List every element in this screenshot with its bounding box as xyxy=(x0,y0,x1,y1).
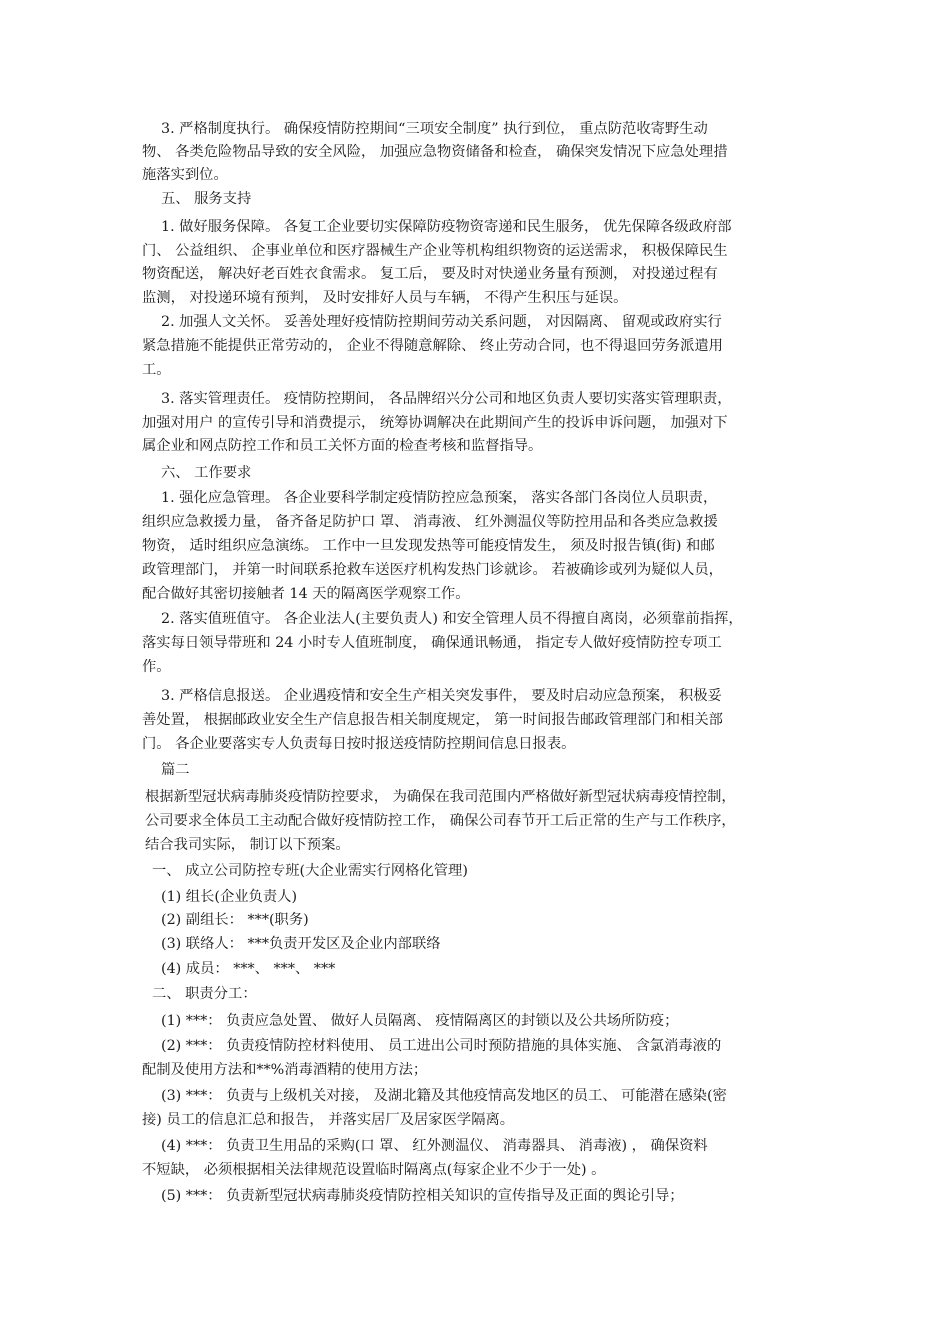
para-management-responsibility-line: 加强对用户 的宣传引导和消费提示， 统筹协调解决在此期间产生的投诉申诉问题， 加强对下 xyxy=(142,415,728,431)
para-humanistic-care-line: 工。 xyxy=(142,362,171,378)
para-humanistic-care-line: 2. 加强人文关怀。 妥善处理好疫情防控期间劳动关系问题， 对因隔离、 留观或政府实行 xyxy=(161,314,722,330)
para-strict-system-line: 物、 各类危险物品导致的安全风险， 加强应急物资储备和检查， 确保突发情况下应急处理措 xyxy=(142,144,728,160)
responsibility-item-line: (4) ***： 负责卫生用品的采购(口 罩、 红外测温仪、 消毒器具、 消毒液) ， 确保资料 xyxy=(161,1138,708,1154)
task-force-member-item: (4) 成员： ***、 ***、 *** xyxy=(161,961,336,977)
para-duty-shift-line: 落实每日领导带班和 24 小时专人值班制度， 确保通讯畅通， 指定专人做好疫情防控专项工 xyxy=(142,635,722,651)
responsibility-item-line: (5) ***： 负责新型冠状病毒肺炎疫情防控相关知识的宣传指导及正面的舆论引导； xyxy=(161,1188,684,1204)
task-force-member-item: (2) 副组长： ***(职务) xyxy=(161,912,309,928)
para-management-responsibility-line: 属企业和网点防控工作和员工关怀方面的检查考核和监督指导。 xyxy=(142,438,543,454)
intro-paragraph-line: 根据新型冠状病毒肺炎疫情防控要求， 为确保在我司范围内严格做好新型冠状病毒疫情控制， xyxy=(145,789,736,805)
para-service-guarantee-line: 1. 做好服务保障。 各复工企业要切实保障防疫物资寄递和民生服务， 优先保障各级政府部 xyxy=(161,219,732,235)
task-force-member-item: (1) 组长(企业负责人) xyxy=(161,889,298,905)
section-heading-1-task-force: 一、 成立公司防控专班(大企业需实行网格化管理) xyxy=(152,863,468,879)
para-emergency-management-line: 物资， 适时组织应急演练。 工作中一旦发现发热等可能疫情发生， 须及时报告镇(街) 和邮 xyxy=(142,538,715,554)
responsibility-item-line: 不短缺， 必须根据相关法律规范设置临时隔离点(每家企业不少于一处) 。 xyxy=(142,1162,606,1178)
para-humanistic-care-line: 紧急措施不能提供正常劳动的， 企业不得随意解除、 终止劳动合同，也不得退回劳务派遣用 xyxy=(142,338,723,354)
part-two-heading: 篇二 xyxy=(161,762,190,778)
intro-paragraph-line: 结合我司实际， 制订以下预案。 xyxy=(145,837,350,853)
para-info-reporting-line: 善处置， 根据邮政业安全生产信息报告相关制度规定， 第一时间报告邮政管理部门和相关部 xyxy=(142,712,723,728)
responsibility-item-line: 接) 员工的信息汇总和报告， 并落实居厂及居家医学隔离。 xyxy=(142,1112,515,1128)
section-heading-2-responsibilities: 二、 职责分工： xyxy=(152,986,257,1002)
section-heading-5-service-support: 五、 服务支持 xyxy=(161,191,252,207)
para-service-guarantee-line: 物资配送， 解决好老百姓衣食需求。 复工后， 要及时对快递业务量有预测， 对投递过程有 xyxy=(142,266,718,282)
intro-paragraph-line: 公司要求全体员工主动配合做好疫情防控工作， 确保公司春节开工后正常的生产与工作秩序， xyxy=(145,813,736,829)
para-duty-shift-line: 2. 落实值班值守。 各企业法人(主要负责人) 和安全管理人员不得擅自离岗，必须靠前指挥， xyxy=(161,611,743,627)
para-info-reporting-line: 门。 各企业要落实专人负责每日按时报送疫情防控期间信息日报表。 xyxy=(142,736,576,752)
para-strict-system-line: 施落实到位。 xyxy=(142,167,228,183)
para-emergency-management-line: 配合做好其密切接触者 14 天的隔离医学观察工作。 xyxy=(142,586,470,602)
para-info-reporting-line: 3. 严格信息报送。 企业遇疫情和安全生产相关突发事件， 要及时启动应急预案， 积极妥 xyxy=(161,688,722,704)
section-heading-6-work-requirements: 六、 工作要求 xyxy=(161,465,252,481)
para-strict-system-line: 3. 严格制度执行。 确保疫情防控期间“三项安全制度” 执行到位， 重点防范收寄野生动 xyxy=(161,121,708,137)
para-emergency-management-line: 政管理部门， 并第一时间联系抢救车送医疗机构发热门诊就诊。 若被确诊或列为疑似人员， xyxy=(142,562,723,578)
para-service-guarantee-line: 监测， 对投递环境有预判， 及时安排好人员与车辆， 不得产生积压与延误。 xyxy=(142,290,628,306)
responsibility-item-line: (3) ***： 负责与上级机关对接， 及湖北籍及其他疫情高发地区的员工、 可能潜在感染(密 xyxy=(161,1088,727,1104)
responsibility-item-line: (1) ***： 负责应急处置、 做好人员隔离、 疫情隔离区的封锁以及公共场所防疫； xyxy=(161,1013,679,1029)
para-service-guarantee-line: 门、 公益组织、 企事业单位和医疗器械生产企业等机构组织物资的运送需求， 积极保障民生 xyxy=(142,243,728,259)
para-emergency-management-line: 1. 强化应急管理。 各企业要科学制定疫情防控应急预案， 落实各部门各岗位人员职责， xyxy=(161,490,718,506)
para-emergency-management-line: 组织应急救援力量， 备齐备足防护口 罩、 消毒液、 红外测温仪等防控用品和各类应急救援 xyxy=(142,514,718,530)
para-duty-shift-line: 作。 xyxy=(142,659,171,675)
task-force-member-item: (3) 联络人： ***负责开发区及企业内部联络 xyxy=(161,936,441,952)
responsibility-item-line: (2) ***： 负责疫情防控材料使用、 员工进出公司时预防措施的具体实施、 含氯消毒液的 xyxy=(161,1038,722,1054)
responsibility-item-line: 配制及使用方法和**%消毒酒精的使用方法； xyxy=(142,1062,428,1078)
para-management-responsibility-line: 3. 落实管理责任。 疫情防控期间， 各品牌绍兴分公司和地区负责人要切实落实管理职责， xyxy=(161,391,732,407)
